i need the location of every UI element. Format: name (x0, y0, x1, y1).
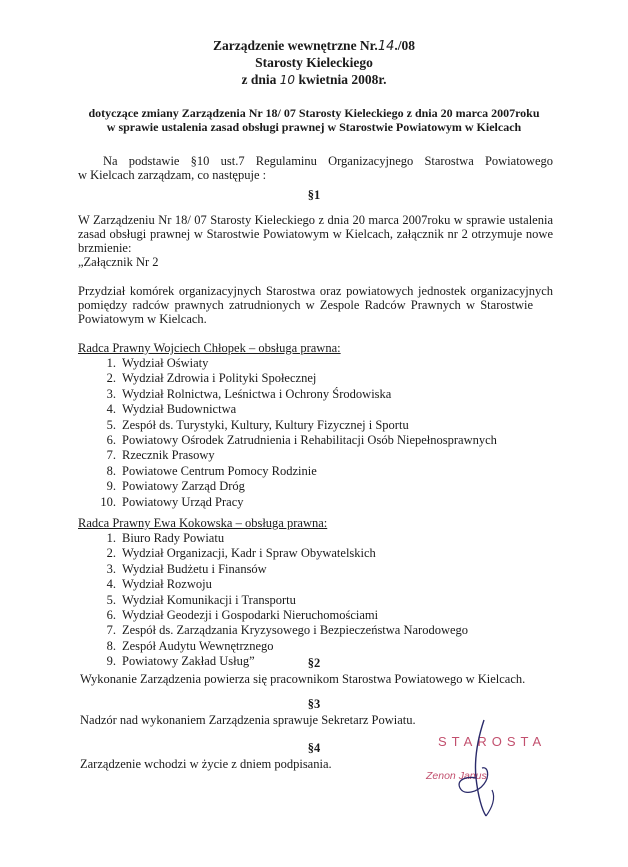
item-text: Biuro Rady Powiatu (122, 531, 225, 545)
list-item (97, 577, 468, 592)
para2-line2: pomiędzy radców prawnych zatrudnionych w Zespole Radców Prawnych w Starostwie (78, 298, 533, 312)
list-item (97, 387, 497, 402)
item-text: Powiatowy Zarząd Dróg (122, 479, 245, 494)
date-prefix: z dnia (241, 72, 277, 87)
section-4-text: Zarządzenie wchodzi w życie z dniem podpisania. (80, 757, 332, 771)
item-text: Powiatowe Centrum Pomocy Rodzinie (122, 463, 317, 478)
list-item (97, 356, 497, 371)
section-2-text: Wykonanie Zarządzenia powierza się pracownikom Starostwa Powiatowego w Kielcach. (80, 672, 526, 686)
item-text: Wydział Budżetu i Finansów (122, 561, 267, 576)
para1-line1: W Zarządzeniu Nr 18/ 07 Starosty Kieleckiego z dnia 20 marca 2007roku w sprawie ustalenia (78, 213, 553, 227)
group2-heading: Radca Prawny Ewa Kokowska – obsługa prawna: (78, 516, 328, 530)
list-item (97, 479, 497, 494)
section-1-heading: §1 (307, 188, 321, 202)
item-number: 7. (106, 448, 116, 463)
stamp-title: STAROSTA (438, 734, 547, 749)
item-number: 10. (100, 494, 116, 509)
para1-line2: zasad obsługi prawnej w Starostwie Powiatowym w Kielcach, załącznik nr 2 otrzymuje nowe (78, 227, 553, 241)
document-title-line2: Starosty Kieleckiego (255, 55, 373, 70)
stamp-name: Zenon Janus (426, 770, 487, 782)
item-number: 9. (106, 479, 116, 494)
item-text: Wydział Geodezji i Gospodarki Nieruchomościami (122, 607, 379, 622)
list-item (97, 433, 497, 448)
handwritten-number: 14 (377, 39, 395, 54)
item-text: Zespół ds. Turystyki, Kultury, Kultury Fizycznej i Sportu (122, 417, 409, 432)
item-number: 2. (106, 371, 116, 386)
item-text: Rzecznik Prasowy (122, 448, 215, 463)
item-text: Zespół Audytu Wewnętrznego (122, 638, 274, 653)
para2-line3: Powiatowym w Kielcach. (78, 312, 207, 326)
item-number: 8. (106, 463, 116, 478)
item-number: 4. (106, 402, 116, 417)
section-4-heading: §4 (307, 741, 321, 755)
item-number: 1. (106, 531, 116, 545)
intro-line2: w Kielcach zarządzam, co następuje : (78, 168, 267, 182)
document-title-line1 (0, 38, 628, 54)
list-item (97, 593, 468, 608)
item-number: 2. (106, 546, 116, 561)
handwritten-day: 10 (279, 73, 296, 87)
item-number: 1. (106, 356, 116, 370)
subject-line1: dotyczące zmiany Zarządzenia Nr 18/ 07 Starosty Kieleckiego z dnia 20 marca 2007roku (88, 106, 540, 120)
item-number: 4. (106, 577, 116, 592)
list-item (97, 531, 468, 546)
item-text: Powiatowy Zakład Usług” (122, 654, 255, 669)
intro-line1: Na podstawie §10 ust.7 Regulaminu Organizacyjnego Starostwa Powiatowego (103, 154, 553, 168)
item-text: Wydział Rolnictwa, Leśnictwa i Ochrony Środowiska (122, 386, 392, 401)
item-text: Wydział Oświaty (122, 356, 209, 370)
item-number: 6. (106, 607, 116, 622)
document-date-line (0, 72, 628, 88)
list-item (97, 495, 497, 510)
item-number: 6. (106, 432, 116, 447)
title-suffix: ./08 (394, 38, 415, 53)
group1-heading: Radca Prawny Wojciech Chłopek – obsługa prawna: (78, 341, 341, 355)
group1-list (97, 356, 497, 510)
section-2-heading: §2 (307, 656, 321, 670)
para1-line4: „Załącznik Nr 2 (78, 255, 159, 269)
section-3-heading: §3 (307, 697, 321, 711)
list-item (97, 464, 497, 479)
list-item (97, 448, 497, 463)
list-item (97, 623, 468, 638)
item-text: Wydział Rozwoju (122, 577, 212, 592)
list-item (97, 418, 497, 433)
signature-icon (426, 718, 586, 818)
list-item (97, 371, 497, 386)
item-text: Wydział Komunikacji i Transportu (122, 592, 296, 607)
item-number: 7. (106, 623, 116, 638)
group2-list (97, 531, 468, 670)
starosta-stamp (426, 718, 586, 818)
item-text: Wydział Organizacji, Kadr i Spraw Obywatelskich (122, 546, 376, 561)
item-number: 5. (106, 592, 116, 607)
para2-line1: Przydział komórek organizacyjnych Starostwa oraz powiatowych jednostek organizacyjnych (78, 284, 553, 298)
para1-line3: brzmienie: (78, 241, 132, 255)
item-text: Wydział Zdrowia i Polityki Społecznej (122, 371, 317, 386)
list-item (97, 402, 497, 417)
item-number: 8. (106, 638, 116, 653)
item-number: 3. (106, 561, 116, 576)
item-text: Zespół ds. Zarządzania Kryzysowego i Bezpieczeństwa Narodowego (122, 623, 469, 638)
item-number: 3. (106, 386, 116, 401)
item-number: 5. (106, 417, 116, 432)
list-item (97, 639, 468, 654)
list-item (97, 608, 468, 623)
item-text: Powiatowy Ośrodek Zatrudnienia i Rehabilitacji Osób Niepełnosprawnych (122, 432, 497, 447)
date-suffix: kwietnia 2008r. (298, 72, 387, 87)
list-item (97, 562, 468, 577)
item-text: Powiatowy Urząd Pracy (122, 494, 244, 509)
item-text: Wydział Budownictwa (122, 402, 237, 417)
list-item (97, 546, 468, 561)
section-3-text: Nadzór nad wykonaniem Zarządzenia sprawuje Sekretarz Powiatu. (80, 713, 416, 727)
title-prefix: Zarządzenie wewnętrzne Nr. (212, 38, 378, 53)
subject-line2: w sprawie ustalenia zasad obsługi prawnej w Starostwie Powiatowym w Kielcach (106, 120, 522, 134)
item-number: 9. (106, 654, 116, 669)
